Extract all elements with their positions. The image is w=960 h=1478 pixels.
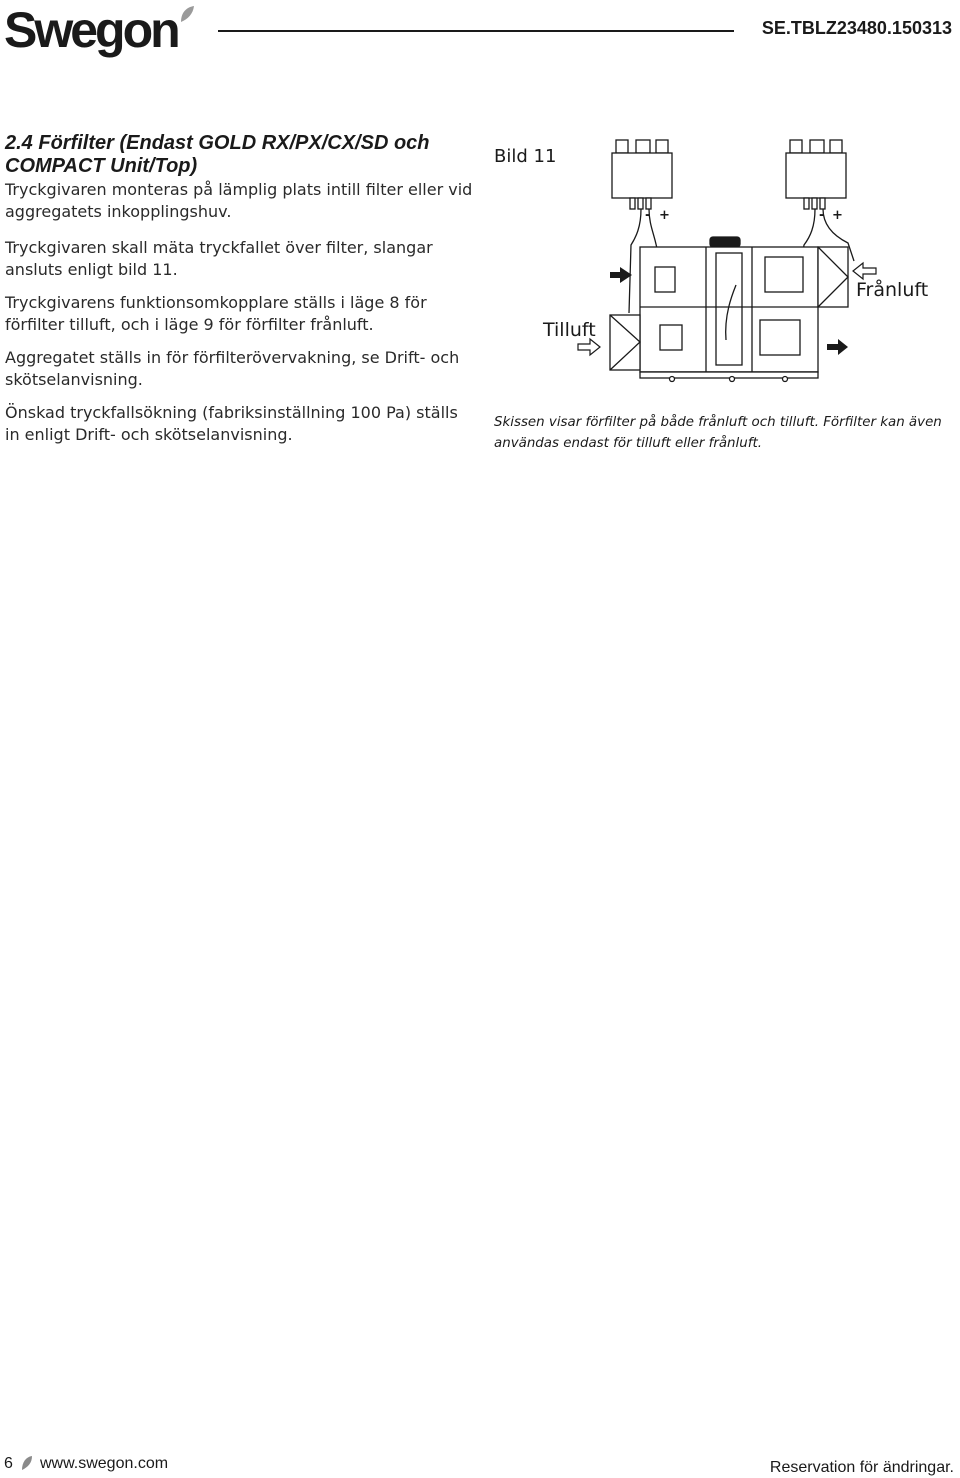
prefilter-tilluft: [610, 315, 640, 370]
leaf-icon: [178, 4, 196, 24]
tilluft-label: Tilluft: [543, 319, 596, 341]
leaf-icon: [20, 1454, 34, 1472]
pressure-sensor-right: [786, 140, 854, 261]
reservation-notice: Reservation för ändringar.: [769, 1459, 954, 1476]
prefilter-franluft: [818, 247, 848, 307]
paragraph-pressure: Önskad tryckfallsökning (fabriksinställning 100 Pa) ställs in enligt Drift- och skötselanvisning.: [5, 403, 458, 444]
figure-label: Bild 11: [494, 146, 557, 167]
franluft-label: Frånluft: [856, 279, 929, 301]
document-id: SE.TBLZ23480.150313: [761, 18, 952, 38]
air-handling-unit: [640, 237, 818, 382]
footer: [0, 1454, 960, 1478]
sensor-left-minus: -: [645, 208, 651, 223]
sensor-left-plus: +: [659, 208, 670, 223]
arrow-franluft-in-icon: [853, 263, 876, 279]
website-link[interactable]: www.swegon.com: [40, 1455, 169, 1472]
sensor-right-minus: -: [819, 208, 825, 223]
header-rule: [218, 30, 734, 32]
arrow-tilluft-in-icon: [578, 339, 600, 355]
paragraph-switch: Tryckgivarens funktionsomkopplare ställs i läge 8 för förfilter tilluft, och i läge 9 för förfilter frånluft.: [5, 293, 427, 334]
arrow-supply-out-icon: [827, 339, 848, 355]
section-title: 2.4 Förfilter (Endast GOLD RX/PX/CX/SD och COMPACT Unit/Top): [5, 132, 430, 177]
paragraph-mounting: Tryckgivaren monteras på lämplig plats intill filter eller vid aggregatets inkopplingshuv.: [5, 180, 473, 221]
figure-caption: Skissen visar förfilter på både frånluft och tilluft. Förfilter kan även användas endast för tilluft eller frånluft.: [494, 415, 942, 451]
paragraph-monitoring: Aggregatet ställs in för förfilterövervakning, se Drift- och skötselanvisning.: [5, 348, 460, 389]
page-number: 6: [4, 1455, 13, 1472]
sensor-right-plus: +: [832, 208, 843, 223]
logo-text: Swegon: [4, 2, 178, 58]
paragraph-hoses: Tryckgivaren skall mäta tryckfallet över filter, slangar ansluts enligt bild 11.: [5, 238, 433, 279]
section-content: [5, 132, 475, 457]
arrow-extract-out-icon: [610, 267, 632, 283]
unit-diagram: [540, 135, 955, 385]
